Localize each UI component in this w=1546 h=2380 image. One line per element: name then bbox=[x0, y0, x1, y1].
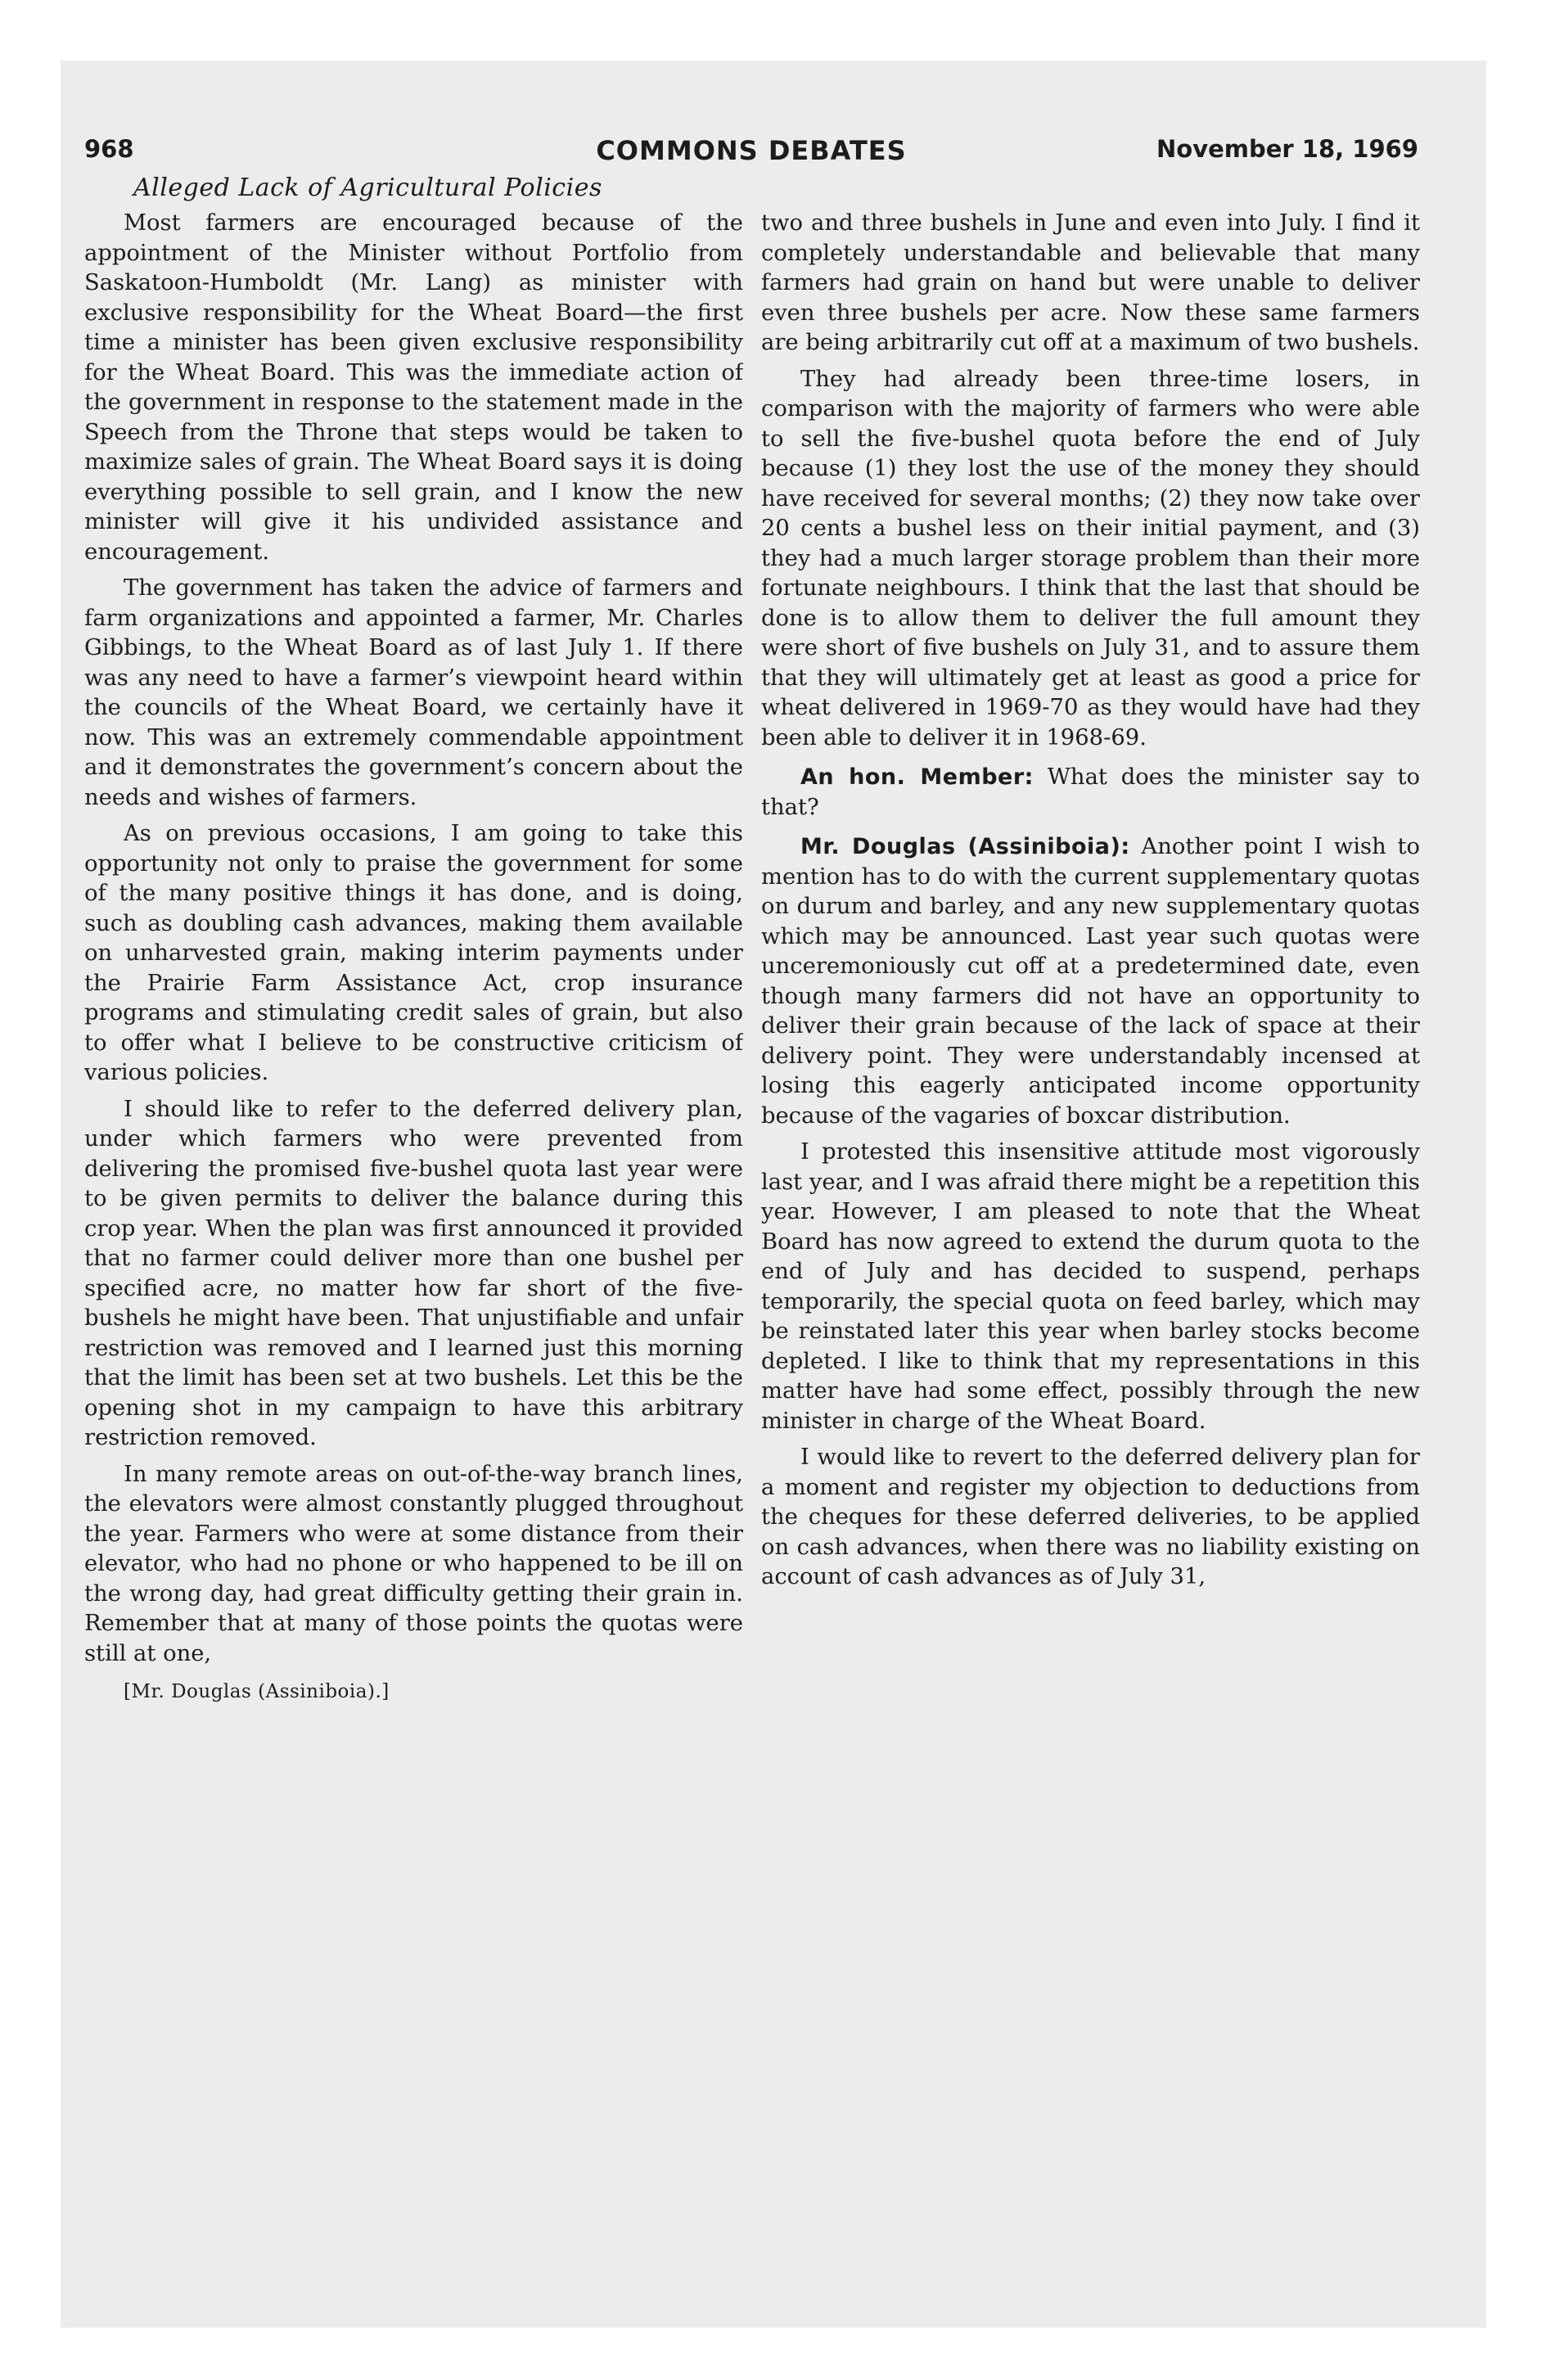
page-number: 968 bbox=[84, 135, 134, 163]
paragraph: They had already been three-time losers, in comparison with the majority of farmers who were able to sell the five-bushel quota before the end of July because (1) they lost the use of the money they should have received for several months; (2) they now take over 20 cents a bushel less on their initial payment, and (3) they had a much larger storage problem than their more fortunate neighbours. I think that the last that should be done is to allow them to deliver the full amount they were short of five bushels on July 31, and to assure them that they will ultimately get at least as good a price for wheat delivered in 1969-70 as they would have had they been able to deliver it in 1968-69. bbox=[761, 366, 1420, 751]
speech-text: Another point I wish to mention has to do with the current supplementary quotas on durum and barley, and any new supplementary quotas which may be announced. Last year such quotas were unceremoniously cut off at a predetermined date, even though many farmers did not have an opportunity to deliver their grain because of the lack of space at their delivery point. They were understandably incensed at losing this eagerly anticipated income opportunity because of the vagaries of boxcar distribution. bbox=[761, 834, 1420, 1129]
paragraph: Most farmers are encouraged because of the appointment of the Minister without Portfolio from Saskatoon-Humboldt (Mr. Lang) as minister with exclusive responsibility for the Wheat Board—the first time a minister has been given exclusive responsibility for the Wheat Board. This was the immediate action of the government in response to the statement made in the Speech from the Throne that steps would be taken to maximize sales of grain. The Wheat Board says it is doing everything possible to sell grain, and I know the new minister will give it his undivided assistance and encouragement. bbox=[84, 210, 743, 565]
paragraph: I protested this insensitive attitude most vigorously last year, and I was afraid there might be a repetition this year. However, I am pleased to note that the Wheat Board has now agreed to extend the durum quota to the end of July and has decided to suspend, perhaps temporarily, the special quota on feed barley, which may be reinstated later this year when barley stocks become depleted. I like to think that my representations in this matter have had some effect, possibly through the new minister in charge of the Wheat Board. bbox=[761, 1139, 1420, 1434]
left-column bbox=[84, 209, 743, 2238]
speech-text: What does the minister say to that? bbox=[761, 764, 1420, 820]
speaker-name: An hon. Member: bbox=[800, 764, 1034, 790]
paragraph: two and three bushels in June and even into July. I find it completely understandable and believable that many farmers had grain on hand but were unable to deliver even three bushels per acre. Now these same farmers are being arbitrarily cut off at a maximum of two bushels. bbox=[761, 210, 1420, 355]
paragraph: I should like to refer to the deferred delivery plan, under which farmers who were prevented from delivering the promised five-bushel quota last year were to be given permits to deliver the balance during this crop year. When the plan was first announced it provided that no farmer could deliver more than one bushel per specified acre, no matter how far short of the five-bushels he might have been. That unjustifiable and unfair restriction was removed and I learned just this morning that the limit has been set at two bushels. Let this be the opening shot in my campaign to have this arbitrary restriction removed. bbox=[84, 1096, 743, 1450]
right-column bbox=[761, 209, 1420, 2238]
section-subheading: Alleged Lack of Agricultural Policies bbox=[133, 174, 602, 202]
speaker-name: Mr. Douglas (Assiniboia): bbox=[800, 834, 1130, 859]
paragraph: In many remote areas on out-of-the-way branch lines, the elevators were almost constantly plugged throughout the year. Farmers who were at some distance from their elevator, who had no phone or who happened to be ill on the wrong day, had great difficulty getting their grain in. Remember that at many of those points the quotas were still at one, bbox=[84, 1461, 743, 1666]
speaker-footnote: [Mr. Douglas (Assiniboia).] bbox=[124, 1681, 390, 1702]
publication-title: COMMONS DEBATES bbox=[596, 135, 907, 166]
speech-entry bbox=[761, 763, 1420, 823]
paragraph: As on previous occasions, I am going to take this opportunity not only to praise the government for some of the many positive things it has done, and is doing, such as doubling cash advances, making them available on unharvested grain, making interim payments under the Prairie Farm Assistance Act, crop insurance programs and stimulating credit sales of grain, but also to offer what I believe to be constructive criticism of various policies. bbox=[84, 821, 743, 1085]
speech-entry bbox=[761, 832, 1420, 1131]
page-header bbox=[84, 135, 1418, 174]
paragraph: I would like to revert to the deferred delivery plan for a moment and register my objection to deductions from the cheques for these deferred deliveries, to be applied on cash advances, when there was no liability existing on account of cash advances as of July 31, bbox=[761, 1445, 1420, 1589]
paragraph: The government has taken the advice of farmers and farm organizations and appointed a farmer, Mr. Charles Gibbings, to the Wheat Board as of last July 1. If there was any need to have a farmer’s viewpoint heard within the councils of the Wheat Board, we certainly have it now. This was an extremely commendable appointment and it demonstrates the government’s concern about the needs and wishes of farmers. bbox=[84, 575, 743, 810]
publication-date: November 18, 1969 bbox=[1156, 135, 1418, 163]
